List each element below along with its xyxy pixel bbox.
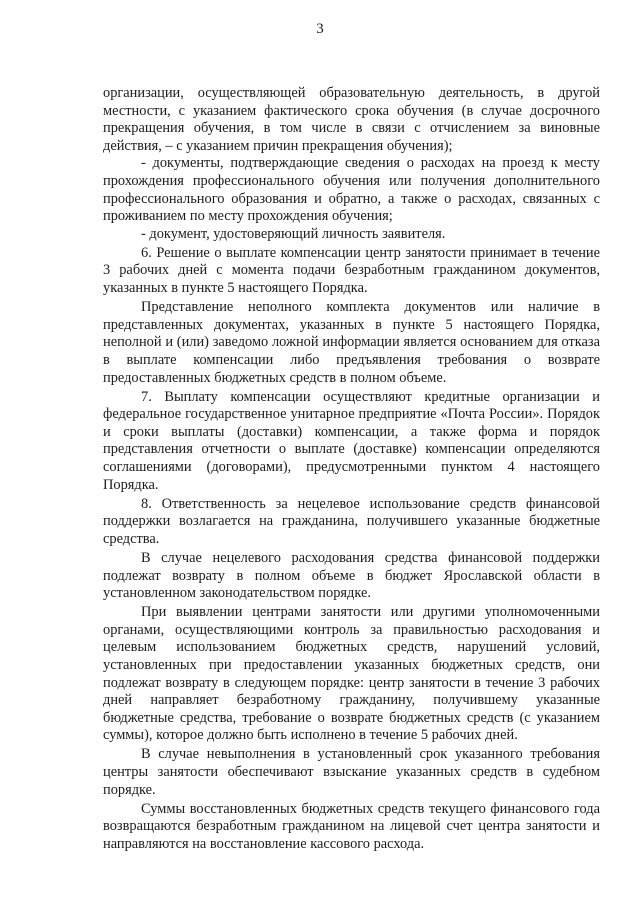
paragraph-incomplete-documents: Представление неполного комплекта документов или наличие в представленных документах, указанных в пункте 5 настоящего Порядка, неполной и (или) заведомо ложной информации является основанием для отказа в выплате компенсации либо предъявления требования о возврате предоставленных бюджетных средств в полном объеме. <box>103 299 600 386</box>
paragraph-misuse-return: В случае нецелевого расходования средства финансовой поддержки подлежат возврату в полном объеме в бюджет Ярославской области в установленном законодательством порядке. <box>103 549 600 602</box>
paragraph-clause-6: 6. Решение о выплате компенсации центр занятости принимает в течение 3 рабочих дней с момента подачи безработным гражданином документов, указанных в пункте 5 настоящего Порядка. <box>103 244 600 297</box>
paragraph-continuation: организации, осуществляющей образовательную деятельность, в другой местности, с указанием фактического срока обучения (в случае досрочного прекращения обучения, в том числе в связи с отчислением за виновные действия, – с указанием причин прекращения обучения); <box>103 85 600 154</box>
page-number: 3 <box>316 21 324 37</box>
paragraph-list-item-identity-document: - документ, удостоверяющий личность заявителя. <box>141 225 446 242</box>
paragraph-violation-procedure: При выявлении центрами занятости или другими уполномоченными органами, осуществляющими контроль за правильностью расходования и целевым использованием бюджетных средств, нарушений условий, установленных при предоставлении указанных бюджетных средств, они подлежат возврату в следующем порядке: центр занятости в течение 3 рабочих дней направляет безработному гражданину, получившему указанные бюджетные средства, требование о возврате бюджетных средств (с указанием суммы), которое должно быть исполнено в течение 5 рабочих дней. <box>103 604 600 744</box>
paragraph-clause-8: 8. Ответственность за нецелевое использование средств финансовой поддержки возлагается на гражданина, получившего указанные бюджетные средства. <box>103 495 600 547</box>
paragraph-list-item-travel-expenses: - документы, подтверждающие сведения о расходах на проезд к месту прохождения профессионального обучения или получения дополнительного профессионального образования и обратно, а также о расходах, связанных с проживанием по месту прохождения обучения; <box>103 155 600 225</box>
document-body <box>103 85 600 854</box>
paragraph-restored-funds: Суммы восстановленных бюджетных средств текущего финансового года возвращаются безработным гражданином на лицевой счет центра занятости и направляются на восстановление кассового расхода. <box>103 800 600 852</box>
paragraph-clause-7: 7. Выплату компенсации осуществляют кредитные организации и федеральное государственное унитарное предприятие «Почта России». Порядок и сроки выплаты (доставки) компенсации, а также форма и порядок представления отчетности о выплате (доставке) компенсации определяются соглашениями (договорами), предусмотренными пунктом 4 настоящего Порядка. <box>103 388 600 493</box>
paragraph-court-recovery: В случае невыполнения в установленный срок указанного требования центры занятости обеспечивают взыскание указанных средств в судебном порядке. <box>103 746 600 798</box>
